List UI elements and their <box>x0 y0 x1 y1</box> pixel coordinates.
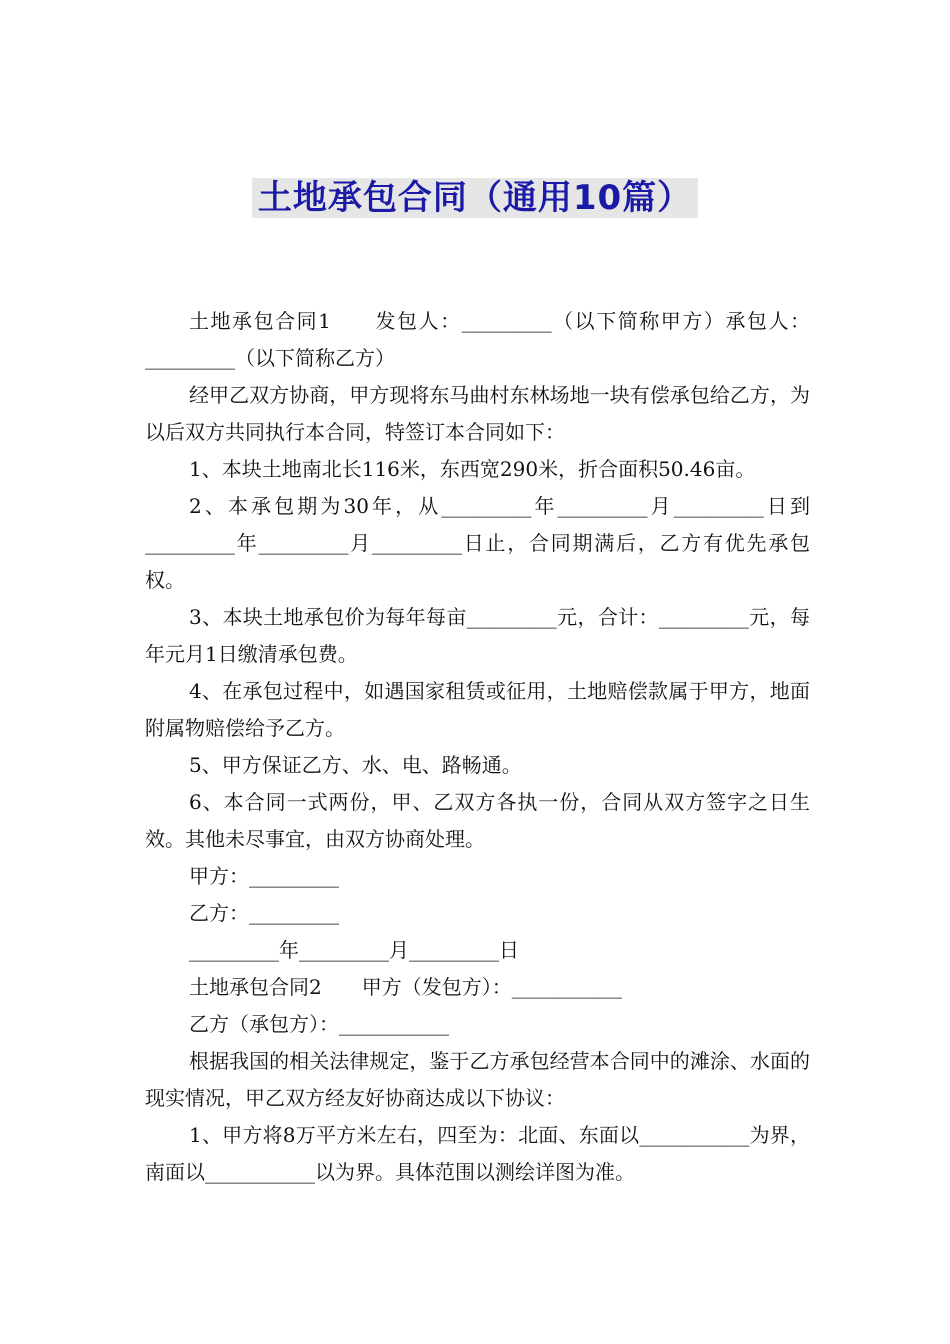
signature-line-party-a: 甲方：_________ <box>189 864 339 888</box>
document-title: 土地承包合同（通用10篇） <box>252 178 698 218</box>
paragraph: 土地承包合同1 发包人：_________（以下简称甲方）承包人：_________（以下简称乙方） <box>145 309 810 370</box>
paragraph: 1、甲方将8万平方米左右，四至为：北面、东面以___________为界，南面以___________以为界。具体范围以测绘详图为准。 <box>145 1123 810 1184</box>
date-line: _________年_________月_________日 <box>189 938 519 962</box>
paragraph: 经甲乙双方协商，甲方现将东马曲村东林场地一块有偿承包给乙方，为以后双方共同执行本合同，特签订本合同如下： <box>145 383 810 444</box>
paragraph: 1、本块土地南北长116米，东西宽290米，折合面积50.46亩。 <box>189 457 756 481</box>
paragraph: 2、本承包期为30年，从_________年_________月_________日到_________年_________月_________日止，合同期满后，乙方有优先承包权。 <box>145 494 810 592</box>
paragraph: 土地承包合同2 甲方（发包方）：___________ <box>189 975 622 999</box>
signature-line-party-b: 乙方：_________ <box>189 901 339 925</box>
paragraph: 5、甲方保证乙方、水、电、路畅通。 <box>189 753 522 777</box>
title-wrap <box>0 178 950 218</box>
paragraph: 根据我国的相关法律规定，鉴于乙方承包经营本合同中的滩涂、水面的现实情况，甲乙双方经友好协商达成以下协议： <box>145 1049 810 1110</box>
paragraph: 乙方（承包方）：___________ <box>189 1012 449 1036</box>
paragraph: 6、本合同一式两份，甲、乙双方各执一份，合同从双方签字之日生效。其他未尽事宜，由双方协商处理。 <box>145 790 810 851</box>
paragraph: 4、在承包过程中，如遇国家租赁或征用，土地赔偿款属于甲方，地面附属物赔偿给予乙方。 <box>145 679 810 740</box>
paragraph: 3、本块土地承包价为每年每亩_________元，合计：_________元，每年元月1日缴清承包费。 <box>145 605 810 666</box>
document-body <box>145 303 810 1191</box>
